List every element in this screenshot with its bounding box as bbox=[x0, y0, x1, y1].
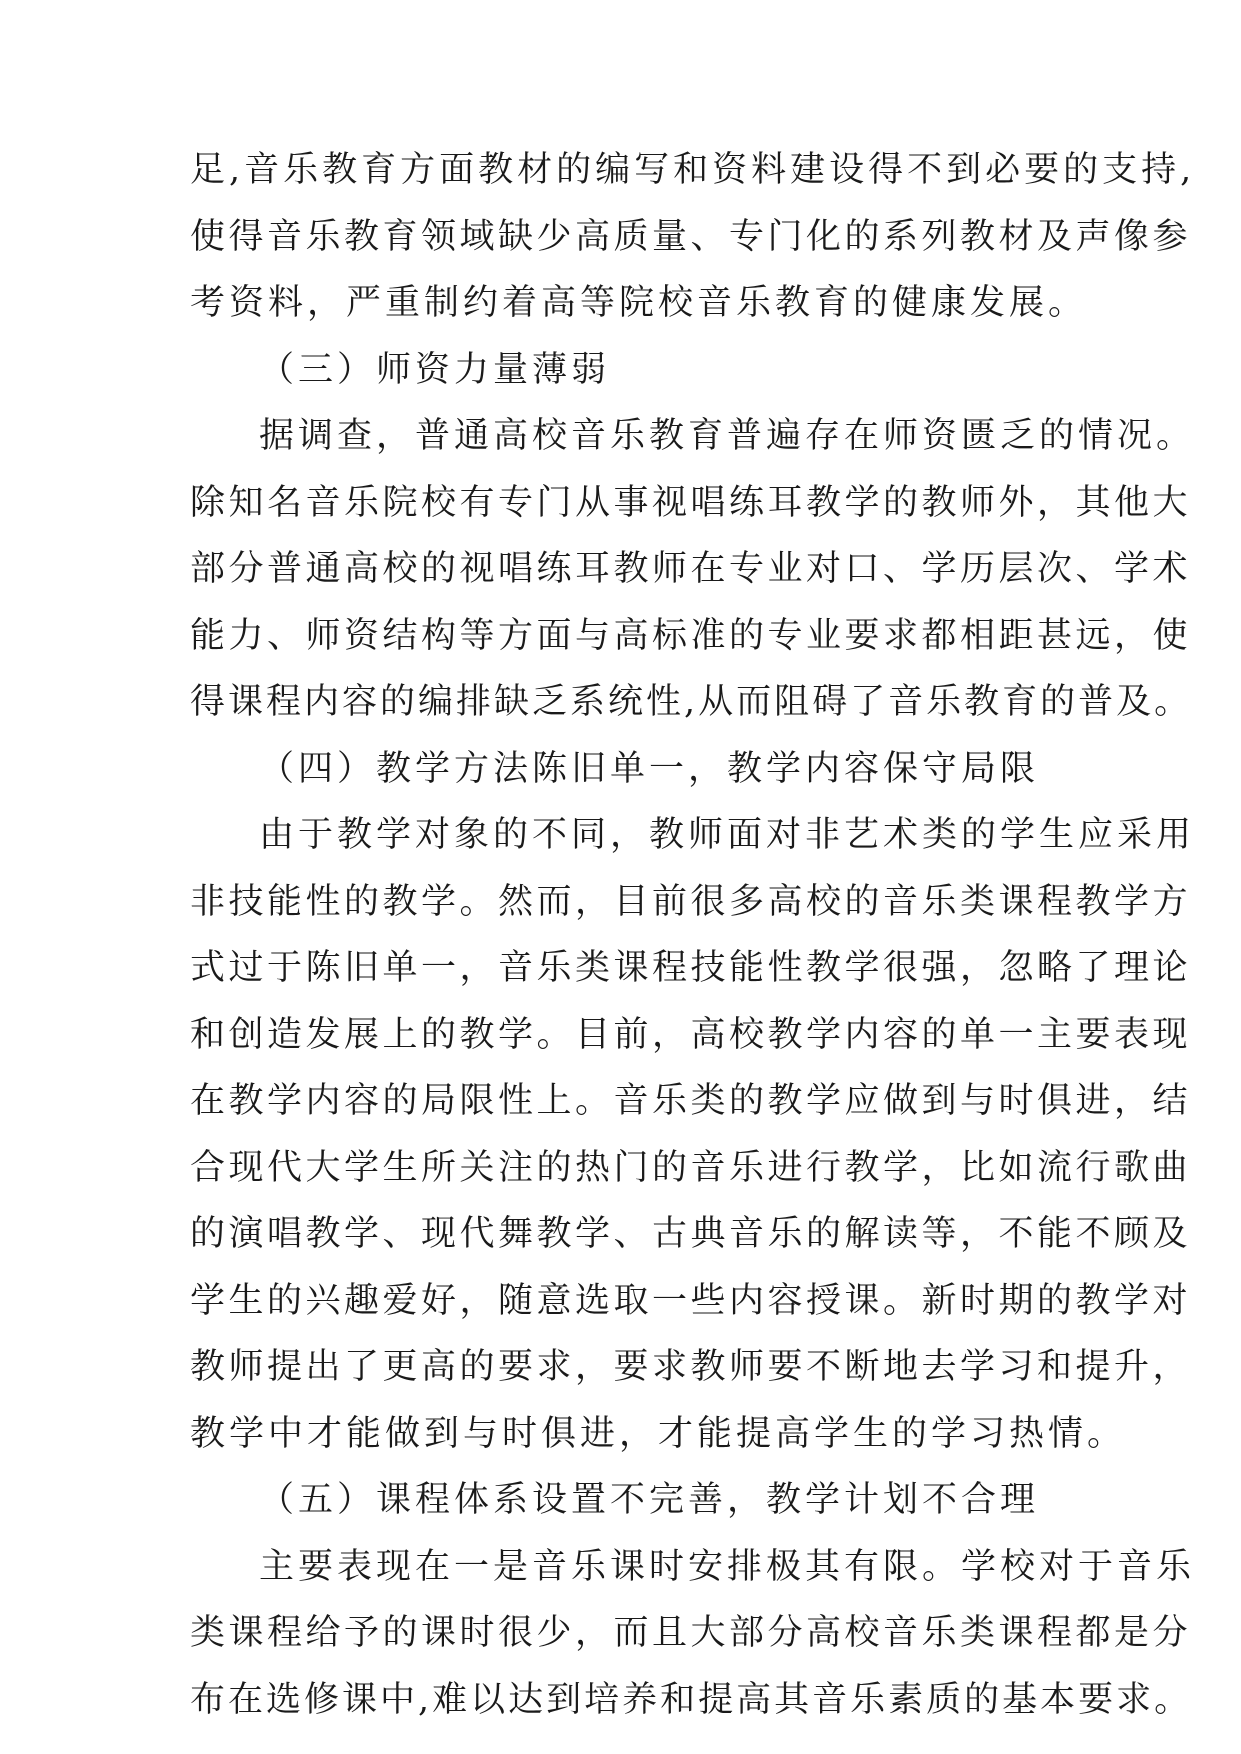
section-heading: （三）师资力量薄弱 bbox=[259, 350, 611, 390]
text-line: 足,音乐教育方面教材的编写和资料建设得不到必要的支持, bbox=[190, 150, 1196, 190]
text-line: 部分普通高校的视唱练耳教师在专业对口、学历层次、学术 bbox=[190, 549, 1192, 589]
text-line: 据调查，普通高校音乐教育普遍存在师资匮乏的情况。 bbox=[259, 416, 1196, 456]
text-line: 教学中才能做到与时俱进，才能提高学生的学习热情。 bbox=[190, 1414, 1127, 1454]
text-line: 布在选修课中,难以达到培养和提高其音乐素质的基本要求。 bbox=[190, 1680, 1193, 1720]
text-line: 教师提出了更高的要求，要求教师要不断地去学习和提升， bbox=[190, 1347, 1192, 1387]
text-line: 由于教学对象的不同，教师面对非艺术类的学生应采用 bbox=[259, 815, 1196, 855]
text-line: 主要表现在一是音乐课时安排极其有限。学校对于音乐 bbox=[259, 1547, 1196, 1587]
text-line: 的演唱教学、现代舞教学、古典音乐的解读等，不能不顾及 bbox=[190, 1214, 1192, 1254]
section-heading: （五）课程体系设置不完善，教学计划不合理 bbox=[259, 1480, 1040, 1520]
text-line: 学生的兴趣爱好，随意选取一些内容授课。新时期的教学对 bbox=[190, 1281, 1192, 1321]
text-line: 使得音乐教育领域缺少高质量、专门化的系列教材及声像参 bbox=[190, 217, 1192, 257]
text-line: 在教学内容的局限性上。音乐类的教学应做到与时俱进，结 bbox=[190, 1081, 1192, 1121]
text-line: 和创造发展上的教学。目前，高校教学内容的单一主要表现 bbox=[190, 1015, 1192, 1055]
text-line: 类课程给予的课时很少，而且大部分高校音乐类课程都是分 bbox=[190, 1613, 1192, 1653]
section-heading: （四）教学方法陈旧单一，教学内容保守局限 bbox=[259, 749, 1040, 789]
text-line: 式过于陈旧单一，音乐类课程技能性教学很强，忽略了理论 bbox=[190, 948, 1192, 988]
text-line: 能力、师资结构等方面与高标准的专业要求都相距甚远，使 bbox=[190, 616, 1192, 656]
text-line: 除知名音乐院校有专门从事视唱练耳教学的教师外，其他大 bbox=[190, 483, 1192, 523]
text-line: 考资料，严重制约着高等院校音乐教育的健康发展。 bbox=[190, 283, 1088, 323]
text-line: 得课程内容的编排缺乏系统性,从而阻碍了音乐教育的普及。 bbox=[190, 682, 1193, 722]
text-line: 非技能性的教学。然而，目前很多高校的音乐类课程教学方 bbox=[190, 882, 1192, 922]
text-line: 合现代大学生所关注的热门的音乐进行教学，比如流行歌曲 bbox=[190, 1148, 1192, 1188]
